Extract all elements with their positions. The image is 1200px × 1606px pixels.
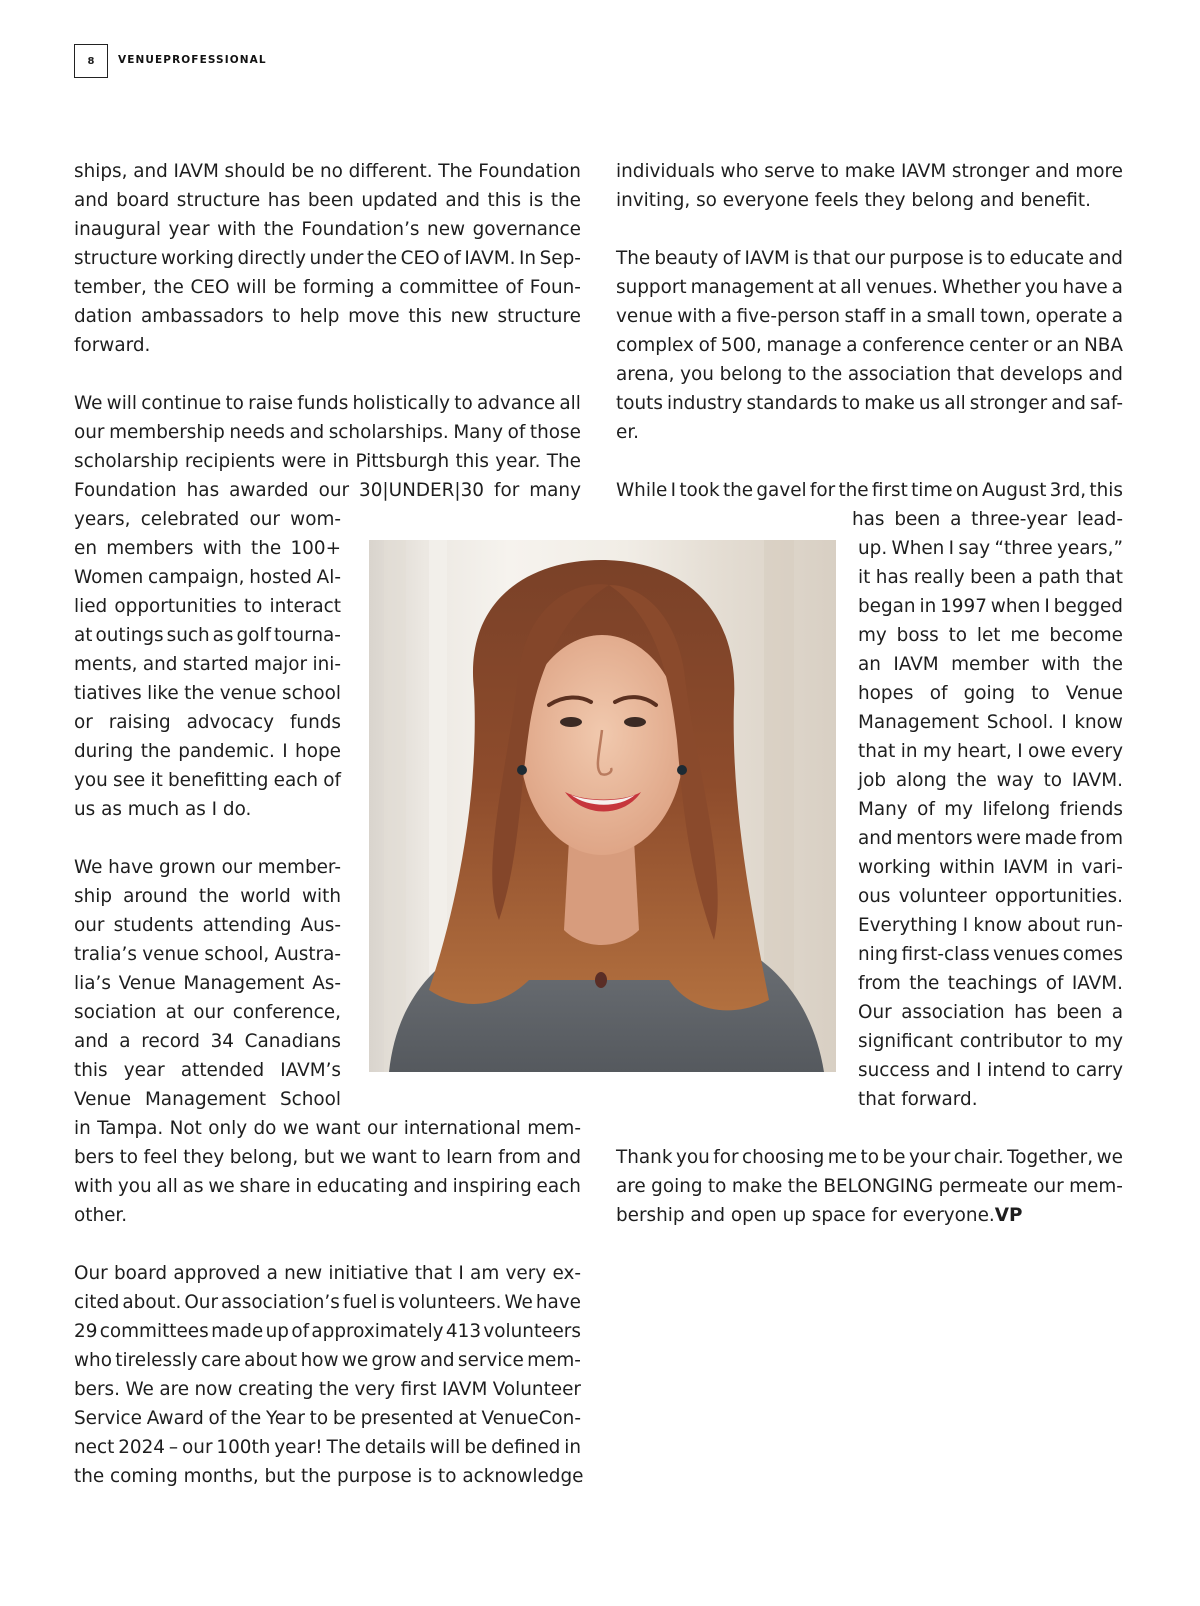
right-column-line: success and I intend to carry — [858, 1060, 1123, 1081]
left-column-line: forward. — [74, 335, 151, 356]
left-column-line: lied opportunities to interact — [74, 596, 341, 617]
left-column-line: Venue Management School — [74, 1089, 341, 1110]
left-column-line: this year attended IAVM’s — [74, 1060, 341, 1081]
left-column-line: other. — [74, 1205, 128, 1226]
left-column-line: Foundation has awarded our 30|UNDER|30 for many — [74, 480, 581, 501]
left-column-line: scholarship recipients were in Pittsburgh this year. The — [74, 451, 581, 472]
left-column-line: our membership needs and scholarships. Many of those — [74, 422, 581, 443]
left-column-line: us as much as I do. — [74, 799, 252, 820]
left-column-line: in Tampa. Not only do we want our international mem- — [74, 1118, 581, 1139]
left-column-line: 29 committees made up of approximately 413 volunteers — [74, 1321, 581, 1342]
right-column-line: While I took the gavel for the first time on August 3rd, this — [616, 480, 1123, 501]
right-column-line: support management at all venues. Whether you have a — [616, 277, 1123, 298]
right-column-line: The beauty of IAVM is that our purpose is to educate and — [616, 248, 1123, 269]
left-column-line: structure working directly under the CEO of IAVM. In Sep- — [74, 248, 581, 269]
right-column-line: from the teachings of IAVM. — [858, 973, 1123, 994]
left-column-line: and a record 34 Canadians — [74, 1031, 341, 1052]
left-column-line: and board structure has been updated and this is the — [74, 190, 581, 211]
right-column-line: my boss to let me become — [858, 625, 1123, 646]
right-column-line: began in 1997 when I begged — [858, 596, 1123, 617]
end-mark: VP — [994, 1205, 1023, 1226]
right-column-line: complex of 500, manage a conference center or an NBA — [616, 335, 1123, 356]
left-column-line: Women campaign, hosted Al- — [74, 567, 341, 588]
left-column-line: bers to feel they belong, but we want to learn from and — [74, 1147, 581, 1168]
left-column-line: nect 2024 – our 100th year! The details will be defined in — [74, 1437, 581, 1458]
right-column-line: hopes of going to Venue — [858, 683, 1123, 704]
right-column-line: individuals who serve to make IAVM stronger and more — [616, 161, 1123, 182]
left-column-line: tiatives like the venue school — [74, 683, 341, 704]
right-column-line: and mentors were made from — [858, 828, 1123, 849]
left-column-line: cited about. Our association’s fuel is volunteers. We have — [74, 1292, 581, 1313]
left-column-line: at outings such as golf tourna- — [74, 625, 341, 646]
left-column-line: ship around the world with — [74, 886, 341, 907]
left-column-line: We have grown our member- — [74, 857, 341, 878]
right-column-line: inviting, so everyone feels they belong and benefit. — [616, 190, 1091, 211]
left-column-line: tember, the CEO will be forming a committee of Foun- — [74, 277, 581, 298]
right-column-line: Thank you for choosing me to be your chair. Together, we — [616, 1147, 1123, 1168]
right-column-line: it has really been a path that — [858, 567, 1123, 588]
page-number: 8 — [74, 44, 108, 78]
masthead-rest: PROFESSIONAL — [163, 54, 267, 66]
left-column-line: sociation at our conference, — [74, 1002, 341, 1023]
left-column-line: lia’s Venue Management As- — [74, 973, 341, 994]
left-column-line: who tirelessly care about how we grow and service mem- — [74, 1350, 581, 1371]
left-column-line: during the pandemic. I hope — [74, 741, 341, 762]
left-column-line: bers. We are now creating the very first IAVM Volunteer — [74, 1379, 581, 1400]
left-column-line: Our board approved a new initiative that I am very ex- — [74, 1263, 581, 1284]
masthead — [118, 54, 267, 66]
left-column-line: ships, and IAVM should be no different. The Foundation — [74, 161, 581, 182]
left-column-line: inaugural year with the Foundation’s new governance — [74, 219, 581, 240]
left-column-line: tralia’s venue school, Austra- — [74, 944, 341, 965]
left-column-line: dation ambassadors to help move this new structure — [74, 306, 581, 327]
right-column-line: job along the way to IAVM. — [858, 770, 1123, 791]
right-column-line: Management School. I know — [858, 712, 1123, 733]
right-column-line: that forward. — [858, 1089, 978, 1110]
right-column-line: an IAVM member with the — [858, 654, 1123, 675]
right-column-line: Everything I know about run- — [858, 915, 1123, 936]
right-column-line: has been a three-year lead- — [852, 509, 1123, 530]
right-column-line: up. When I say “three years,” — [858, 538, 1123, 559]
right-column-line: significant contributor to my — [858, 1031, 1123, 1052]
left-column-line: Service Award of the Year to be presented at VenueCon- — [74, 1408, 581, 1429]
right-column-line: ning first-class venues comes — [858, 944, 1123, 965]
left-column-line: ments, and started major ini- — [74, 654, 341, 675]
right-column-line: Many of my lifelong friends — [858, 799, 1123, 820]
left-column-line: you see it benefitting each of — [74, 770, 341, 791]
right-column-line: bership and open up space for everyone. — [616, 1205, 995, 1226]
right-column-line: Our association has been a — [858, 1002, 1123, 1023]
right-column-line: touts industry standards to make us all stronger and saf- — [616, 393, 1123, 414]
right-column-line: that in my heart, I owe every — [858, 741, 1123, 762]
right-column-line: are going to make the BELONGING permeate our mem- — [616, 1176, 1123, 1197]
right-column-line: arena, you belong to the association that develops and — [616, 364, 1123, 385]
left-column-line: or raising advocacy funds — [74, 712, 341, 733]
left-column-line: We will continue to raise funds holistically to advance all — [74, 393, 581, 414]
left-column-line: en members with the 100+ — [74, 538, 341, 559]
right-column-line: venue with a five-person staff in a small town, operate a — [616, 306, 1123, 327]
masthead-bold: VENUE — [118, 54, 164, 66]
right-column-line: working within IAVM in vari- — [858, 857, 1123, 878]
left-column-line: with you all as we share in educating and inspiring each — [74, 1176, 581, 1197]
portrait-photo — [369, 540, 836, 1072]
right-column-line: ous volunteer opportunities. — [858, 886, 1123, 907]
left-column-line: years, celebrated our wom- — [74, 509, 341, 530]
left-column-line: our students attending Aus- — [74, 915, 341, 936]
left-column-line: the coming months, but the purpose is to acknowledge — [74, 1466, 584, 1487]
right-column-line: er. — [616, 422, 640, 443]
